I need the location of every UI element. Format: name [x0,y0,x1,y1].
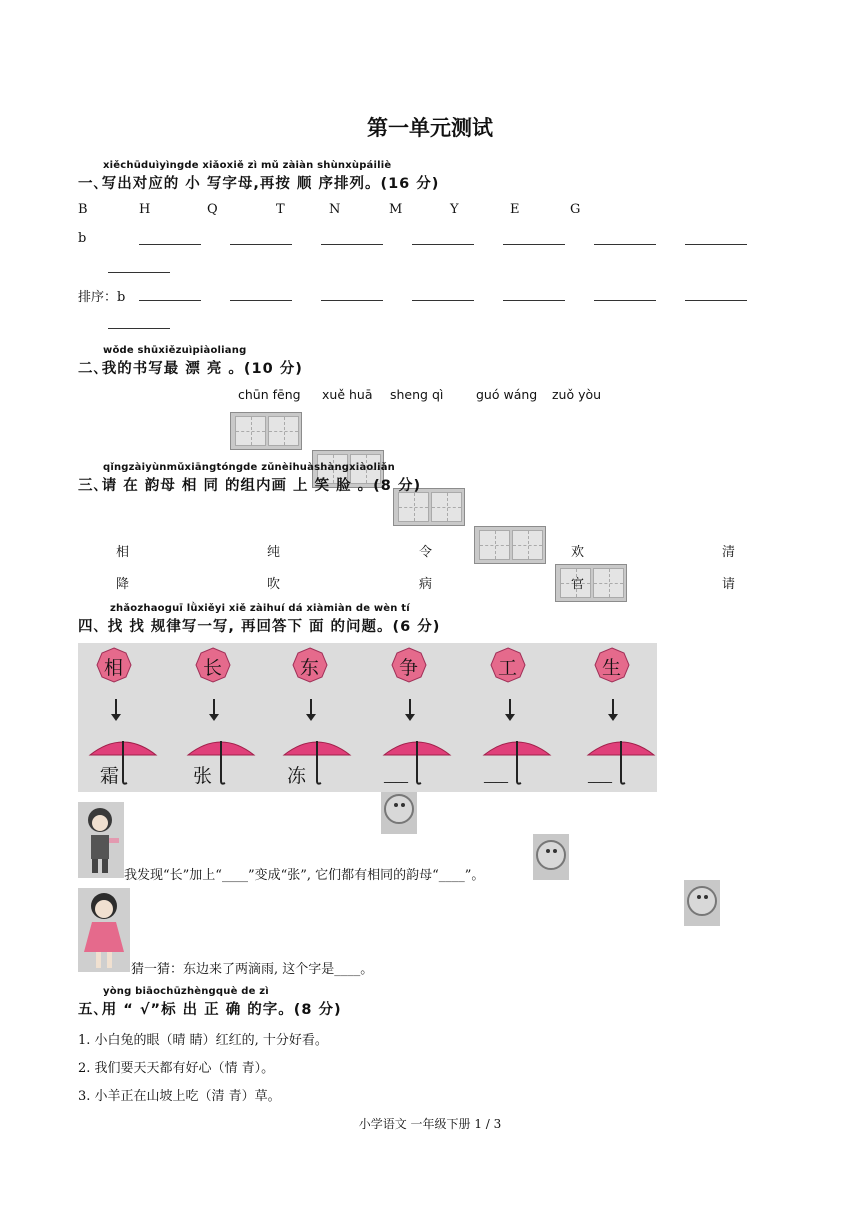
char-top: 清 [722,545,736,560]
s1-letter: E [510,202,520,217]
s1-letter: Q [207,202,218,217]
s5-item: 3. 小羊正在山坡上吃（清 青）草。 [78,1089,281,1104]
sort-blank[interactable] [321,286,383,301]
pattern-picture [78,643,657,792]
char-bottom: 请 [722,577,736,592]
answer-blank[interactable] [503,230,565,245]
s1-heading: 一､写出对应的 小 写字母,再按 顺 序排列。(16 分) [78,176,440,192]
pinyin-word: sheng qì [390,387,444,402]
s1-sort-label: 排序：b [78,290,126,305]
s4-heading: 四､ 找 找 规律写一写, 再回答下 面 的问题。(6 分) [78,619,441,635]
s2-pinyin: wǒde shūxiězuìpiàoliang [103,345,247,356]
down-arrow-icon [409,699,411,715]
s1-letter: G [570,202,581,217]
s2-heading: 二､我的书写最 漂 亮 。(10 分) [78,361,303,377]
s1-pinyin: xiěchūduìyìngde xiǎoxiě zì mǔ zàiàn shùnxùpáiliè [103,160,392,171]
s1-letter: Y [450,202,459,217]
char-top: 相 [116,545,130,560]
umbrella-icon [88,733,158,785]
pinyin-word: chūn fēng [238,387,301,402]
flower-char: 相 [104,657,124,679]
answer-blank[interactable] [412,230,474,245]
s1-first-lower: b [78,231,87,246]
umbrella-char: 霜 [100,765,120,787]
down-arrow-icon [115,699,117,715]
answer-blank[interactable] [108,258,170,273]
s5-heading: 五､用 “ √”标 出 正 确 的字。(8 分) [78,1002,342,1018]
page-title: 第一单元测试 [367,116,493,140]
down-arrow-icon [509,699,511,715]
flower-char: 东 [300,657,320,679]
pinyin-word: zuǒ yòu [552,387,602,402]
answer-blank[interactable] [321,230,383,245]
s1-letter: H [139,202,151,217]
down-arrow-icon [310,699,312,715]
sort-blank[interactable] [594,286,656,301]
sort-blank[interactable] [139,286,201,301]
smiley-face-icon[interactable] [533,834,569,880]
char-bottom: 降 [116,577,130,592]
down-arrow-icon [213,699,215,715]
smiley-face-icon[interactable] [684,880,720,926]
pinyin-word: guó wáng [476,387,538,402]
s4-pinyin: zhǎozhaoguī lǜxiěyi xiě zàihuí dá xiàmiàn de wèn tí [110,603,410,614]
flower-char: 工 [498,657,518,679]
s4-question-2: 猜一猜：东边来了两滴雨, 这个字是____。 [131,962,374,977]
umbrella-blank[interactable]: ____ [484,769,508,783]
char-top: 欢 [571,545,585,560]
sort-blank[interactable] [230,286,292,301]
char-top: 令 [419,545,433,560]
char-top: 纯 [267,545,281,560]
answer-blank[interactable] [139,230,201,245]
s1-letter: M [389,202,403,217]
s1-letter: B [78,202,88,217]
girl-illustration [78,888,130,972]
pinyin-word: xuě huā [322,387,373,402]
char-bottom: 病 [419,577,433,592]
flower-char: 长 [203,657,223,679]
s4-question-1: 我发现“长”加上“____”变成“张”, 它们都有相同的韵母“____”。 [124,868,485,883]
writing-grid[interactable] [555,564,627,602]
umbrella-char: 冻 [287,765,307,787]
s1-letter: T [276,202,285,217]
writing-grid[interactable] [230,412,302,450]
flower-char: 争 [399,657,419,679]
flower-char: 生 [602,657,622,679]
answer-blank[interactable] [230,230,292,245]
sort-blank[interactable] [503,286,565,301]
s1-letter: N [329,202,341,217]
s5-pinyin: yòng biāochūzhèngquè de zì [103,986,269,997]
umbrella-blank[interactable]: ____ [384,769,408,783]
writing-grid[interactable] [474,526,546,564]
smiley-face-icon[interactable] [381,788,417,834]
s5-item: 2. 我们要天天都有好心（情 青）。 [78,1061,275,1076]
boy-illustration [78,802,124,878]
sort-blank[interactable] [108,314,170,329]
umbrella-blank[interactable]: ____ [588,769,612,783]
s3-heading: 三､请 在 韵母 相 同 的组内画 上 笑 脸 。(8 分) [78,478,422,494]
char-bottom: 官 [571,577,585,592]
char-bottom: 吹 [267,577,281,592]
sort-blank[interactable] [685,286,747,301]
sort-blank[interactable] [412,286,474,301]
answer-blank[interactable] [685,230,747,245]
answer-blank[interactable] [594,230,656,245]
s3-pinyin: qǐngzàiyùnmǔxiāngtóngde zǔnèihuàshàngxiàoliǎn [103,462,395,473]
s5-item: 1. 小白兔的眼（晴 睛）红红的, 十分好看。 [78,1033,328,1048]
down-arrow-icon [612,699,614,715]
umbrella-char: 张 [193,765,213,787]
page-footer: 小学语文 一年级下册 1 / 3 [358,1117,502,1131]
